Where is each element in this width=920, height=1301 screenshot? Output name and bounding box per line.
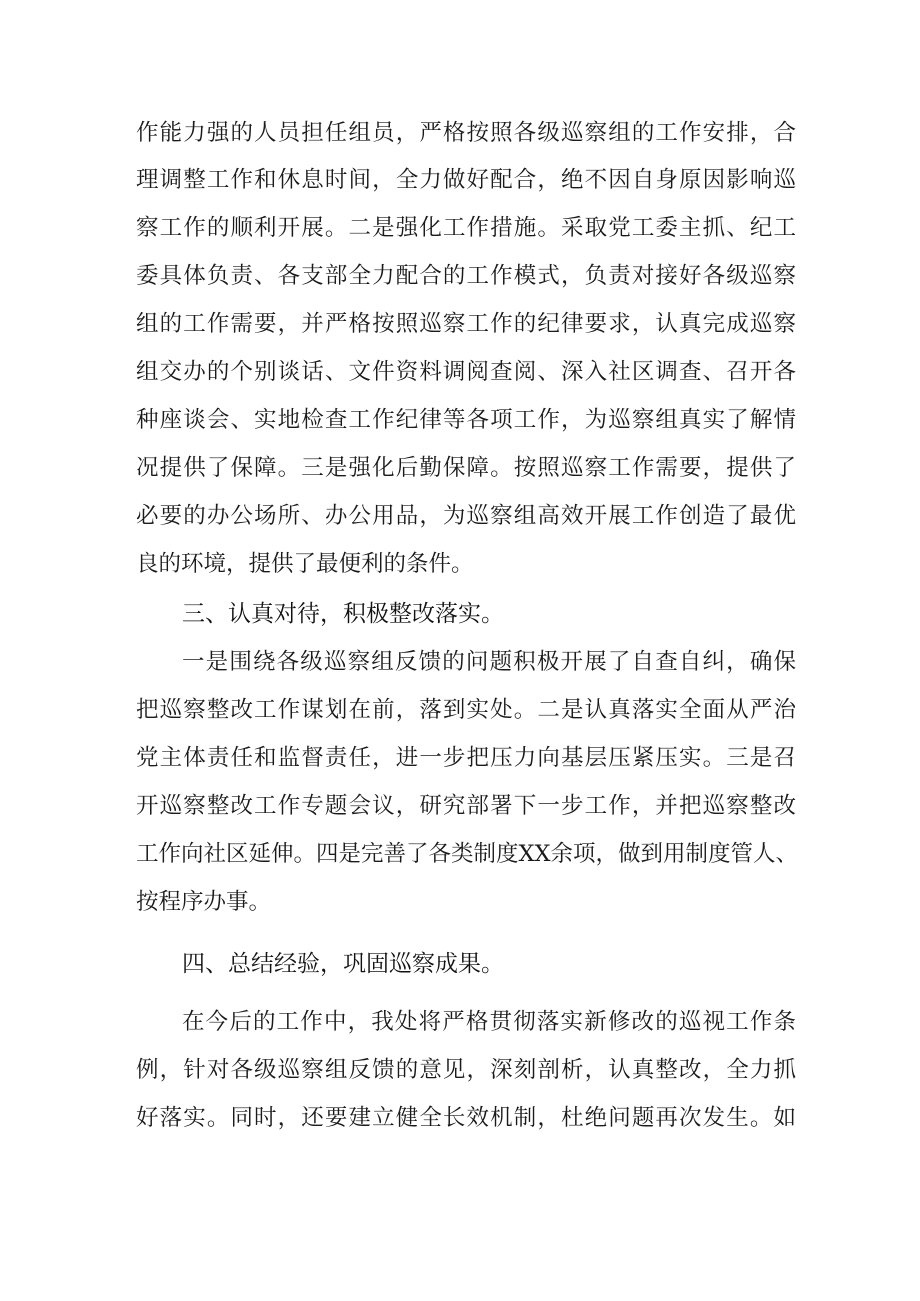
paragraph-line: 在今后的工作中，我处将严格贯彻落实新修改的巡视工作条 (182, 1009, 796, 1035)
paragraph-line: 必要的办公场所、办公用品，为巡察组高效开展工作创造了最优 (136, 503, 796, 529)
paragraph-line: 察工作的顺利开展。二是强化工作措施。采取党工委主抓、纪工 (136, 215, 796, 241)
paragraph-line: 好落实。同时，还要建立健全长效机制，杜绝问题再次发生。如 (136, 1105, 796, 1131)
paragraph-line: 开巡察整改工作专题会议，研究部署下一步工作，并把巡察整改 (136, 793, 796, 819)
section-heading: 三、认真对待，积极整改落实。 (182, 601, 504, 627)
paragraph-line: 良的环境，提供了最便利的条件。 (136, 551, 474, 577)
paragraph-line: 作能力强的人员担任组员，严格按照各级巡察组的工作安排，合 (136, 120, 796, 146)
paragraph-line: 把巡察整改工作谋划在前，落到实处。二是认真落实全面从严治 (136, 697, 796, 723)
paragraph-line: 况提供了保障。三是强化后勤保障。按照巡察工作需要，提供了 (136, 455, 796, 481)
paragraph-line: 一是围绕各级巡察组反馈的问题积极开展了自查自纠，确保 (182, 649, 796, 675)
paragraph-line: 组的工作需要，并严格按照巡察工作的纪律要求，认真完成巡察 (136, 311, 796, 337)
paragraph-line: 委具体负责、各支部全力配合的工作模式，负责对接好各级巡察 (136, 263, 796, 289)
paragraph-line: 组交办的个别谈话、文件资料调阅查阅、深入社区调查、召开各 (136, 359, 796, 385)
paragraph-line: 工作向社区延伸。四是完善了各类制度XX余项，做到用制度管人、 (136, 841, 799, 867)
paragraph-line: 理调整工作和休息时间，全力做好配合，绝不因自身原因影响巡 (136, 167, 796, 193)
paragraph-line: 种座谈会、实地检查工作纪律等各项工作，为巡察组真实了解情 (136, 407, 796, 433)
paragraph-line: 按程序办事。 (136, 889, 272, 915)
section-heading: 四、总结经验，巩固巡察成果。 (182, 951, 504, 977)
paragraph-line: 党主体责任和监督责任，进一步把压力向基层压紧压实。三是召 (136, 745, 796, 771)
paragraph-line: 例，针对各级巡察组反馈的意见，深刻剖析，认真整改，全力抓 (136, 1057, 796, 1083)
